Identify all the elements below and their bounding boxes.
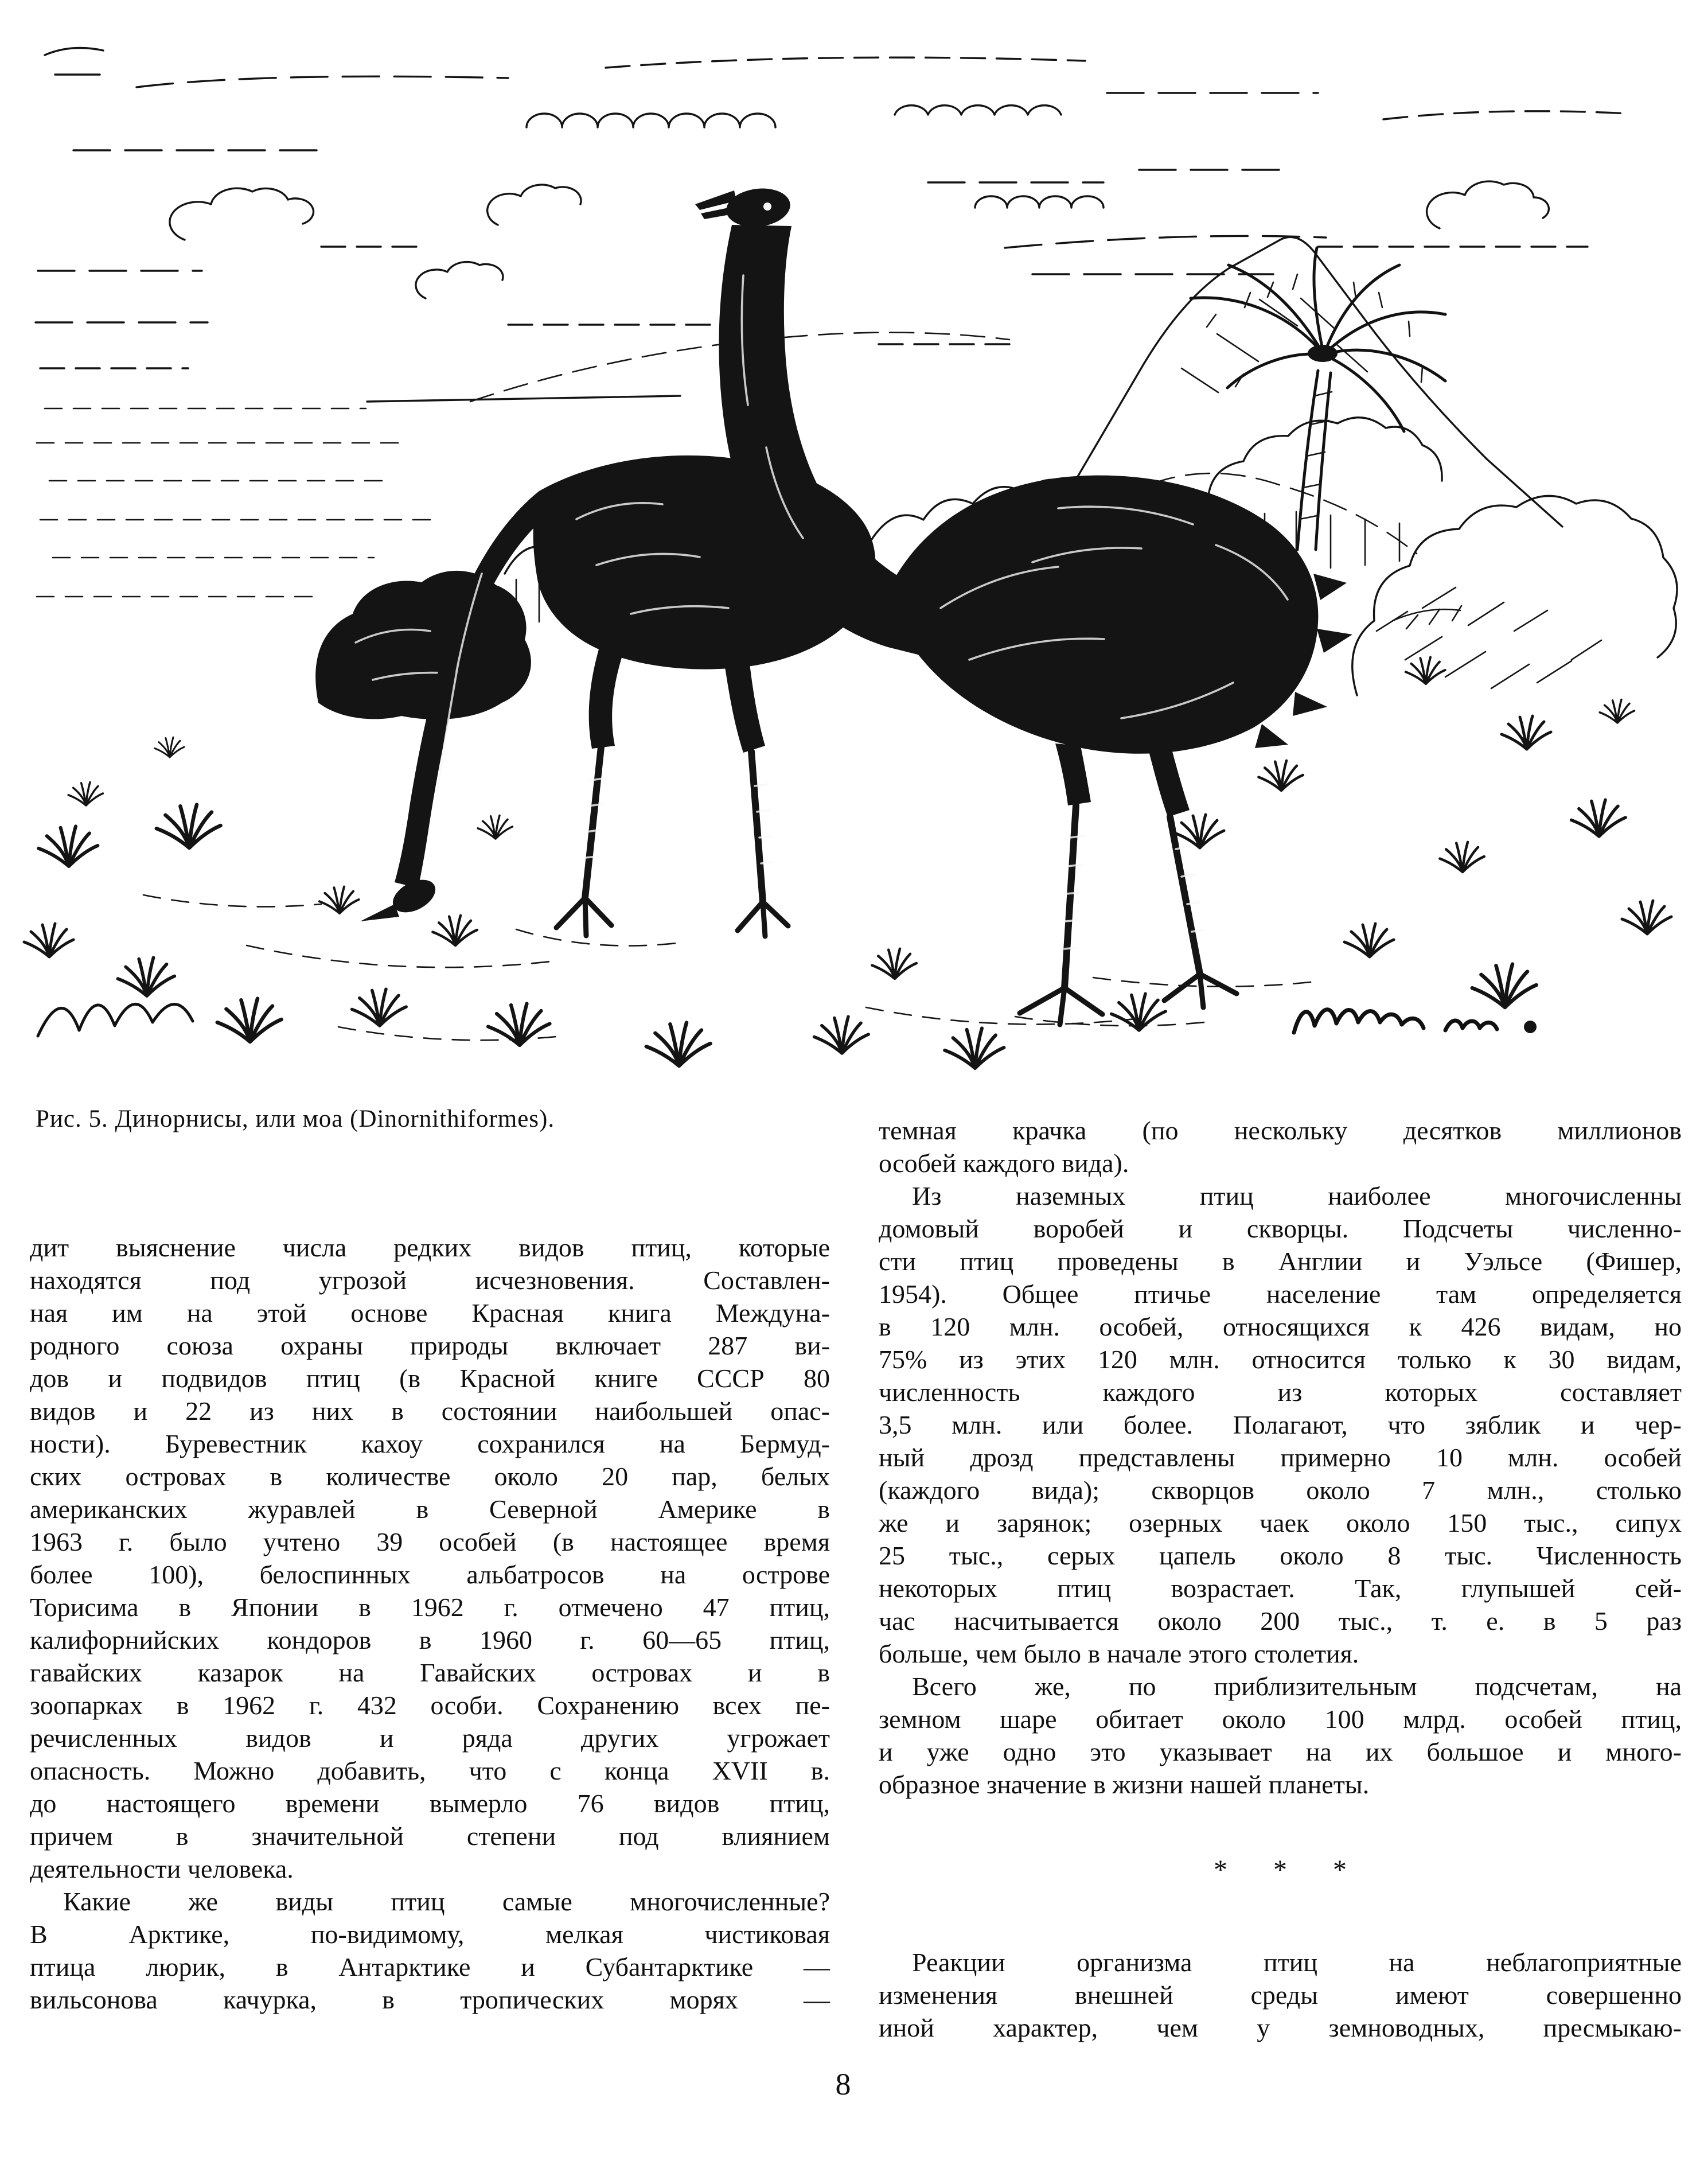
text-line: ный дрозд представлены примерно 10 млн. особей <box>879 1443 1682 1472</box>
text-line: 75% из этих 120 млн. относится только к 30 видам, <box>879 1345 1682 1374</box>
left-column <box>30 1231 830 2016</box>
text-line: до настоящего времени вымерло 76 видов птиц, <box>30 1789 830 1818</box>
text-line: Реакции организма птиц на неблагоприятные <box>912 1948 1682 1977</box>
text-line: речисленных видов и ряда других угрожает <box>30 1723 830 1753</box>
text-line: деятельности человека. <box>30 1854 294 1883</box>
text-line: родного союза охраны природы включает 287 ви- <box>30 1331 830 1360</box>
text-line: 1954). Общее птичье население там определяется <box>879 1279 1682 1309</box>
text-line: вильсонова качурка, в тропических морях — <box>30 1985 830 2014</box>
text-line: изменения внешней среды имеют совершенно <box>879 1980 1682 2010</box>
right-column <box>879 1114 1682 2044</box>
text-line: 25 тыс., серых цапель около 8 тыс. Численность <box>879 1541 1682 1570</box>
text-line: находятся под угрозой исчезновения. Составлен- <box>30 1266 830 1295</box>
text-line: больше, чем было в начале этого столетия. <box>879 1639 1359 1668</box>
text-line: видов и 22 из них в состоянии наибольшей опас- <box>30 1396 830 1426</box>
text-line: Всего же, по приблизительным подсчетам, на <box>912 1672 1682 1701</box>
foreground-grass <box>24 657 1671 1068</box>
text-line: же и зарянок; озерных чаек около 150 тыс., сипух <box>879 1508 1682 1537</box>
text-line: иной характер, чем у земноводных, пресмыкаю- <box>879 2013 1682 2042</box>
text-line: ности). Буревестник кахоу сохранился на Бермуд- <box>30 1429 830 1458</box>
text-line: дов и подвидов птиц (в Красной книге СССР 80 <box>30 1364 830 1393</box>
text-line: 1963 г. было учтено 39 особей (в настоящее время <box>30 1527 830 1556</box>
section-separator: * * * <box>1214 1855 1366 1885</box>
text-line: калифорнийских кондоров в 1960 г. 60—65 птиц, <box>30 1625 830 1654</box>
shrub <box>315 571 531 719</box>
text-line: дит выяснение числа редких видов птиц, которые <box>30 1233 830 1262</box>
text-line: более 100), белоспинных альбатросов на острове <box>30 1560 830 1589</box>
text-line: особей каждого вида). <box>879 1149 1129 1178</box>
text-line: американских журавлей в Северной Америке в <box>30 1494 830 1524</box>
text-line: земном шаре обитает около 100 млрд. особей птиц, <box>879 1704 1682 1734</box>
moa-illustration <box>0 0 1700 1090</box>
text-line: ная им на этой основе Красная книга Междуна- <box>30 1298 830 1327</box>
text-line: Какие же виды птиц самые многочисленные? <box>63 1887 830 1916</box>
text-line: гавайских казарок на Гавайских островах и в <box>30 1658 830 1687</box>
text-line: темная крачка (по нескольку десятков миллионов <box>879 1116 1682 1145</box>
text-line: и уже одно это указывает на их большое и много- <box>879 1737 1682 1766</box>
text-line: В Арктике, по-видимому, мелкая чистиковая <box>30 1920 830 1949</box>
text-line: час насчитывается около 200 тыс., т. е. в 5 раз <box>879 1606 1682 1636</box>
sky-clouds <box>36 48 1629 369</box>
text-line: некоторых птиц возрастает. Так, глупышей сей- <box>879 1574 1682 1603</box>
figure-caption: Рис. 5. Динорнисы, или моа (Dinornithiformes). <box>36 1105 555 1132</box>
text-line: (каждого вида); скворцов около 7 млн., столько <box>879 1476 1682 1505</box>
text-line: численность каждого из которых составляет <box>879 1377 1682 1407</box>
text-line: домовый воробей и скворцы. Подсчеты численно- <box>879 1214 1682 1243</box>
text-line: Торисима в Японии в 1962 г. отмечено 47 птиц, <box>30 1593 830 1622</box>
text-line: птица люрик, в Антарктике и Субантарктике — <box>30 1952 830 1981</box>
page-number: 8 <box>835 2067 851 2101</box>
text-line: 3,5 млн. или более. Полагают, что зяблик и чер- <box>879 1410 1682 1439</box>
artist-signature <box>1294 1010 1537 1033</box>
text-line: ских островах в количестве около 20 пар, белых <box>30 1462 830 1491</box>
text-line: образное значение в жизни нашей планеты. <box>879 1770 1370 1799</box>
text-line: зоопарках в 1962 г. 432 особи. Сохранению всех пе- <box>30 1691 830 1720</box>
text-line: опасность. Можно добавить, что с конца XVII в. <box>30 1756 830 1785</box>
text-line: сти птиц проведены в Англии и Уэльсе (Фишер, <box>879 1247 1682 1276</box>
moa-drawing <box>0 0 1700 1090</box>
text-line: Из наземных птиц наиболее многочисленны <box>912 1181 1682 1210</box>
text-line: в 120 млн. особей, относящихся к 426 видам, но <box>879 1312 1682 1341</box>
text-line: причем в значительной степени под влиянием <box>30 1821 830 1851</box>
